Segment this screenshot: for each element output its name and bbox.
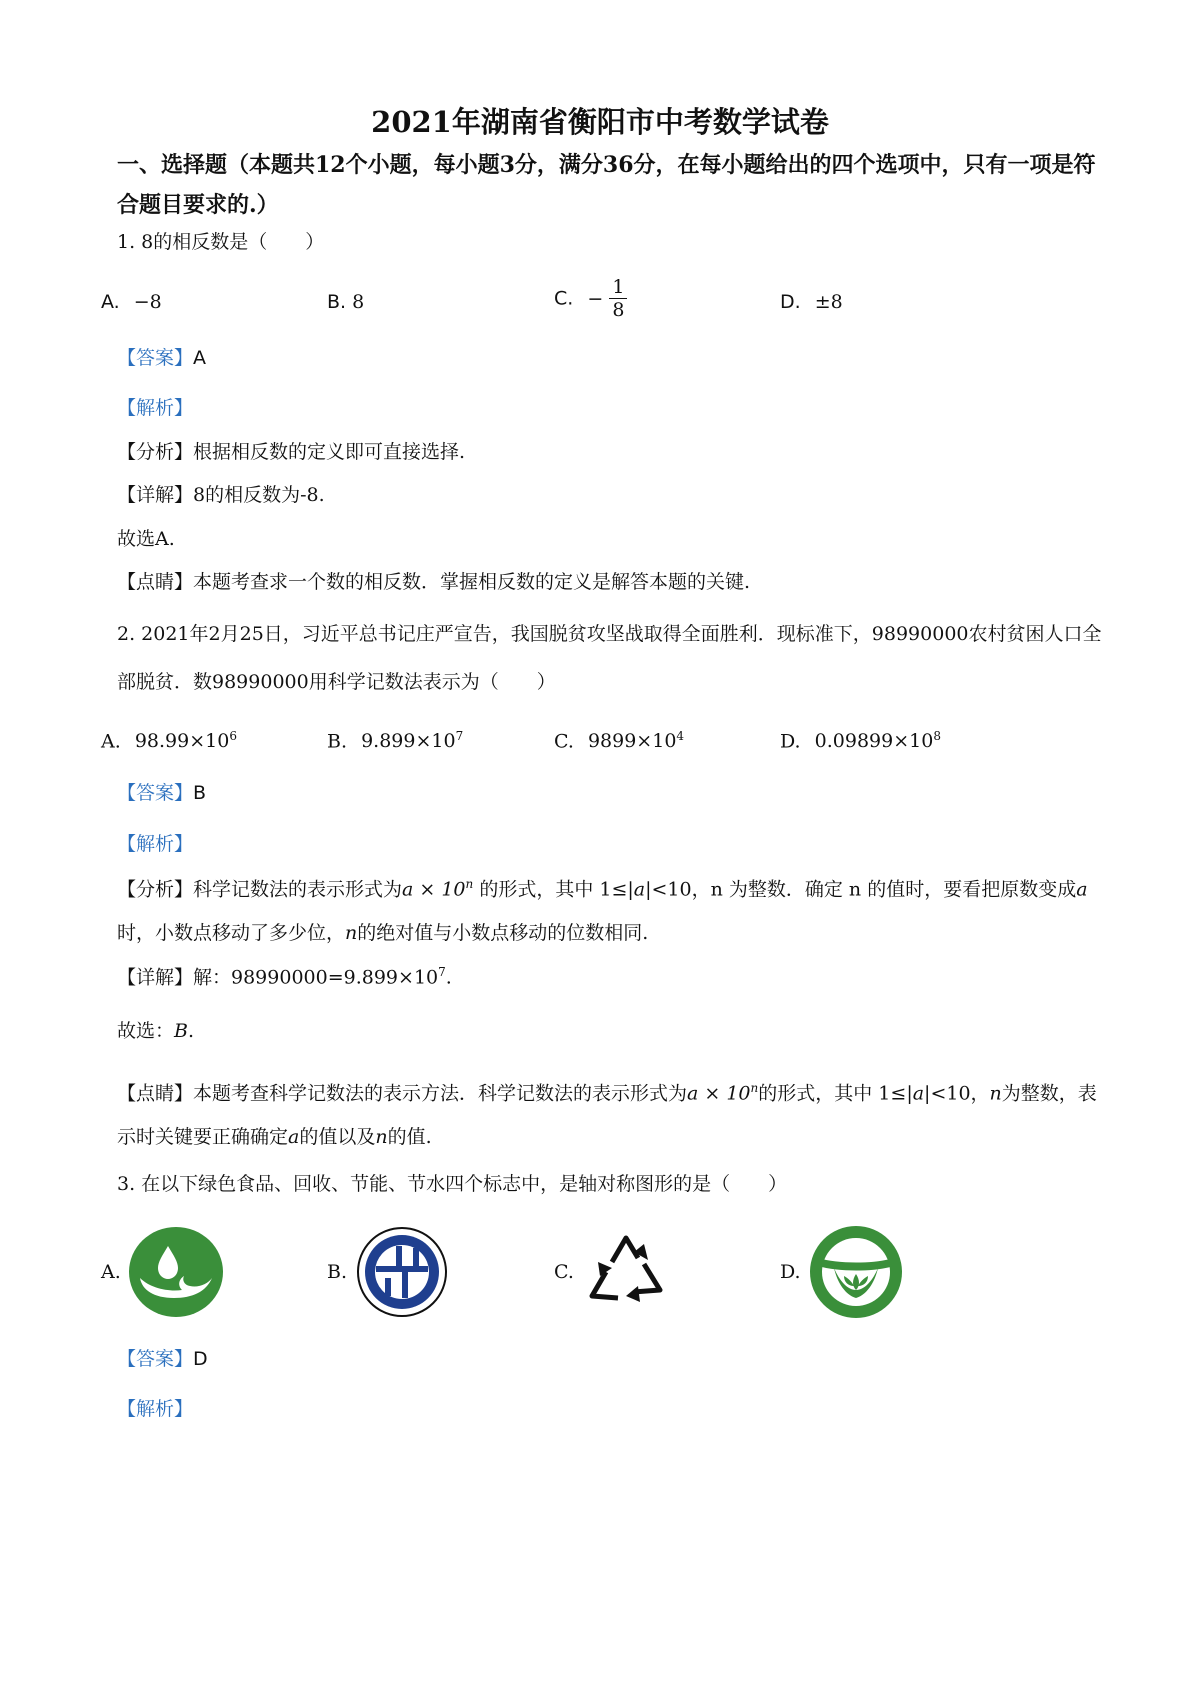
option-exponent: 8 <box>933 729 941 743</box>
dianjing-text: 【点睛】本题考查科学记数法的表示方法．科学记数法的表示形式为 <box>117 1082 688 1105</box>
option-letter: C. <box>554 287 574 310</box>
section-heading: 一、选择题（本题共12个小题，每小题3分，满分36分，在每小题给出的四个选项中，只有一项是符合题目要求的.） <box>117 152 1096 218</box>
green-water-drop-logo-icon <box>128 1226 224 1318</box>
q3-option-b-label[interactable]: B. <box>327 1261 348 1283</box>
math-variable: a <box>1076 878 1088 901</box>
q2-option-a[interactable] <box>101 722 237 755</box>
math-variable: n <box>375 1126 388 1149</box>
page-title: 2021年湖南省衡阳市中考数学试卷 <box>371 105 829 139</box>
q3-analysis-label: 【解析】 <box>117 1398 194 1420</box>
fenxi-text: 的形式，其中 1≤ <box>479 878 628 901</box>
option-exponent: 6 <box>229 729 237 743</box>
q1-xiangjie: 【详解】8的相反数为-8. <box>117 484 325 506</box>
guxuan-end: . <box>187 1020 195 1042</box>
recycle-logo-icon <box>582 1226 674 1312</box>
option-value: 9899×10 <box>587 730 677 753</box>
option-value: 98.99×10 <box>134 730 230 753</box>
math-variable: n <box>345 922 358 945</box>
q2-answer <box>117 779 206 807</box>
fraction-denominator: 8 <box>612 299 625 321</box>
fenxi-text: <10，n 为整数．确定 n 的值时，要看把原数变成 <box>651 878 1077 901</box>
math-expression: a × 10 <box>687 1082 751 1105</box>
fenxi-text: 【分析】科学记数法的表示形式为 <box>117 878 403 901</box>
fenxi-text: 的绝对值与小数点移动的位数相同. <box>357 922 649 945</box>
answer-value: D <box>193 1348 208 1370</box>
q1-option-a[interactable] <box>101 288 162 316</box>
q2-xiangjie <box>117 958 452 991</box>
q2-analysis-label: 【解析】 <box>117 833 194 855</box>
fraction-sign: − <box>587 287 604 310</box>
question-1-stem: 1. 8的相反数是（ ） <box>117 231 325 253</box>
q2-option-d[interactable] <box>780 722 941 755</box>
q1-option-b[interactable] <box>327 288 364 316</box>
math-variable: a <box>288 1126 300 1149</box>
q2-option-b[interactable] <box>327 722 463 755</box>
option-value: 9.899×10 <box>361 730 456 753</box>
dianjing-text: |<10， <box>924 1082 990 1105</box>
question-2-stem: 2. 2021年2月25日，习近平总书记庄严宣告，我国脱贫攻坚战取得全面胜利．现标准下，98990000农村贫困人口全部脱贫．数98990000用科学记数法表示为（ ） <box>117 623 1102 693</box>
q3-option-a-label[interactable]: A. <box>101 1261 121 1283</box>
xiangjie-text: 【详解】解：98990000=9.899×10 <box>117 966 439 989</box>
option-letter: A. <box>101 730 121 753</box>
math-exponent: n <box>750 1081 759 1095</box>
option-value: 0.09899×10 <box>814 730 934 753</box>
answer-label: 【答案】 <box>117 347 194 369</box>
math-abs: |a| <box>627 878 652 901</box>
xiangjie-end: . <box>445 966 452 989</box>
math-expression: a × 10 <box>402 878 466 901</box>
answer-value: B <box>193 782 207 804</box>
guxuan-letter: B <box>174 1020 188 1042</box>
option-value: ±8 <box>814 291 843 313</box>
fraction <box>609 276 627 321</box>
dianjing-text: 的值以及 <box>299 1126 376 1149</box>
fraction-numerator: 1 <box>609 276 627 299</box>
energy-saving-logo-icon <box>356 1226 448 1318</box>
math-variable: n <box>989 1082 1002 1105</box>
q3-option-d-label[interactable]: D. <box>780 1261 801 1283</box>
q1-dianjing: 【点睛】本题考查求一个数的相反数．掌握相反数的定义是解答本题的关键. <box>117 571 751 593</box>
option-letter: C. <box>554 730 574 753</box>
question-3-stem: 3. 在以下绿色食品、回收、节能、节水四个标志中，是轴对称图形的是（ ） <box>117 1173 788 1195</box>
answer-value: A <box>193 347 207 369</box>
q3-answer <box>117 1345 208 1373</box>
answer-label: 【答案】 <box>117 1348 194 1370</box>
q3-option-c-label[interactable]: C. <box>554 1261 574 1283</box>
option-value: −8 <box>133 291 162 313</box>
q2-option-c[interactable] <box>554 722 684 755</box>
option-value: 8 <box>352 291 365 313</box>
q1-fenxi: 【分析】根据相反数的定义即可直接选择. <box>117 441 466 463</box>
option-exponent: 7 <box>455 729 464 743</box>
option-letter: A. <box>101 291 120 313</box>
q1-option-d[interactable] <box>780 288 843 316</box>
dianjing-text: 的值. <box>387 1126 432 1149</box>
q1-option-c[interactable] <box>554 276 627 321</box>
guxuan-text: 故选： <box>117 1020 175 1042</box>
green-food-logo-icon <box>808 1224 904 1320</box>
option-letter: B. <box>327 291 347 313</box>
option-letter: B. <box>327 730 348 753</box>
q2-fenxi <box>117 862 1107 955</box>
q1-answer <box>117 344 206 372</box>
xiangjie-exponent: 7 <box>438 965 446 979</box>
q2-guxuan <box>117 1017 194 1045</box>
dianjing-text: 的形式，其中 1≤| <box>758 1082 913 1105</box>
option-letter: D. <box>780 291 801 313</box>
dianjing-text: 为整数，表示时关键要正确确定 <box>117 1082 1097 1149</box>
option-letter: D. <box>780 730 801 753</box>
q1-guxuan: 故选A. <box>117 528 175 550</box>
answer-label: 【答案】 <box>117 782 194 804</box>
q1-analysis-label: 【解析】 <box>117 397 194 419</box>
option-exponent: 4 <box>676 729 685 743</box>
math-exponent: n <box>465 877 474 891</box>
fenxi-text: 时，小数点移动了多少位， <box>117 922 346 945</box>
q2-dianjing <box>117 1066 1107 1159</box>
math-variable: a <box>912 1082 925 1105</box>
